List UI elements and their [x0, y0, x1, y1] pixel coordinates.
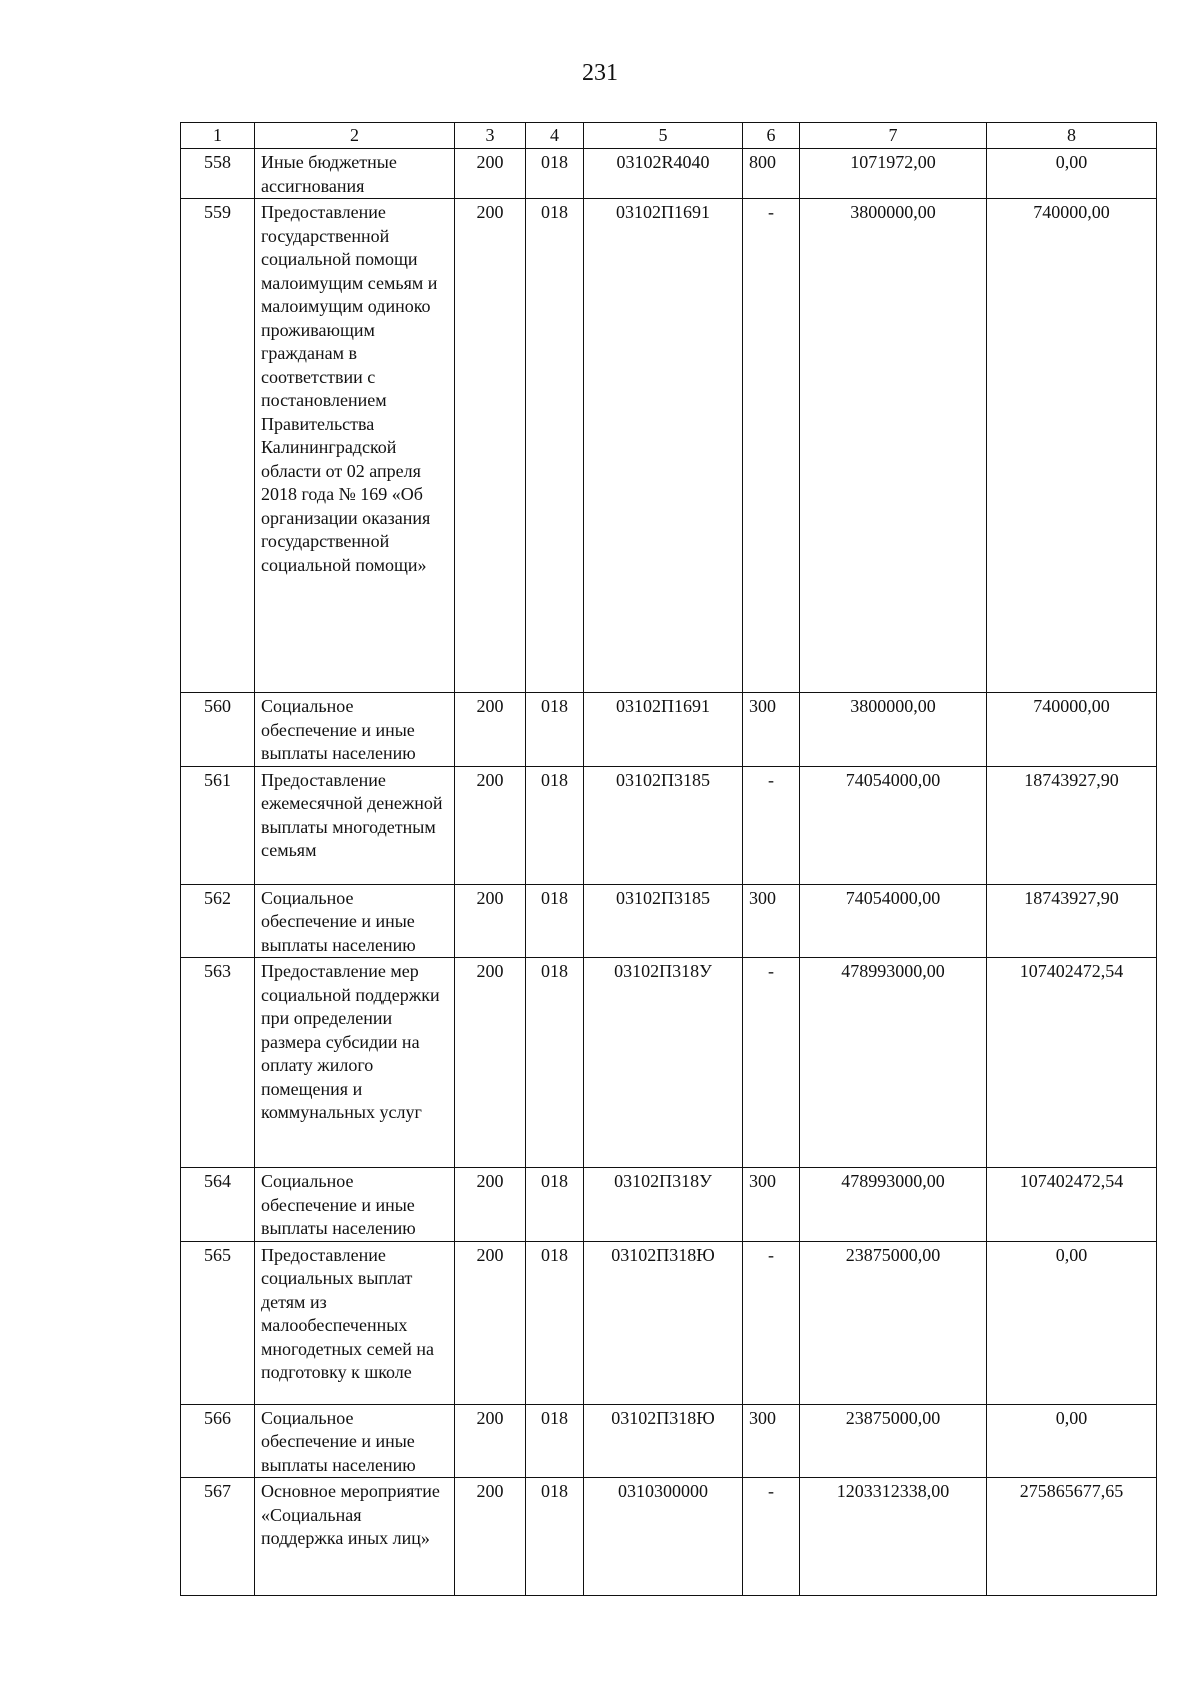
row-col3: 200 — [455, 149, 526, 199]
row-amount2: 0,00 — [987, 1241, 1157, 1404]
row-col6: 300 — [743, 1404, 800, 1478]
row-name: Социальное обеспечение и иные выплаты населению — [255, 1404, 455, 1478]
row-amount: 1203312338,00 — [800, 1478, 987, 1596]
row-code: 03102П318У — [584, 1168, 743, 1242]
row-col6: 800 — [743, 149, 800, 199]
row-name: Предоставление социальных выплат детям из малообеспеченных многодетных семей на подготовку к школе — [255, 1241, 455, 1404]
row-col4: 018 — [526, 1241, 584, 1404]
row-col6: - — [743, 1241, 800, 1404]
row-col3: 200 — [455, 958, 526, 1168]
row-amount: 23875000,00 — [800, 1404, 987, 1478]
header-col-3: 3 — [455, 123, 526, 149]
table-body — [181, 149, 1157, 1596]
row-col3: 200 — [455, 693, 526, 767]
row-col3: 200 — [455, 1478, 526, 1596]
row-col6: 300 — [743, 884, 800, 958]
row-col6: - — [743, 1478, 800, 1596]
row-col6: - — [743, 958, 800, 1168]
row-amount: 3800000,00 — [800, 199, 987, 693]
row-col4: 018 — [526, 1478, 584, 1596]
row-col4: 018 — [526, 766, 584, 884]
row-col6: - — [743, 199, 800, 693]
table-row — [181, 693, 1157, 767]
row-code: 03102П3185 — [584, 884, 743, 958]
row-col6: 300 — [743, 1168, 800, 1242]
row-col4: 018 — [526, 693, 584, 767]
table-row — [181, 1478, 1157, 1596]
row-col3: 200 — [455, 1404, 526, 1478]
table-row — [181, 958, 1157, 1168]
row-code: 03102П1691 — [584, 199, 743, 693]
row-col3: 200 — [455, 766, 526, 884]
row-number: 561 — [181, 766, 255, 884]
row-code: 03102R4040 — [584, 149, 743, 199]
row-amount: 478993000,00 — [800, 958, 987, 1168]
row-code: 03102П318У — [584, 958, 743, 1168]
table-row — [181, 1241, 1157, 1404]
row-col4: 018 — [526, 1404, 584, 1478]
row-col4: 018 — [526, 149, 584, 199]
row-amount: 74054000,00 — [800, 884, 987, 958]
row-amount2: 18743927,90 — [987, 884, 1157, 958]
row-col6: 300 — [743, 693, 800, 767]
row-code: 03102П1691 — [584, 693, 743, 767]
table-row — [181, 199, 1157, 693]
row-col4: 018 — [526, 958, 584, 1168]
row-amount: 23875000,00 — [800, 1241, 987, 1404]
row-col3: 200 — [455, 199, 526, 693]
row-amount2: 18743927,90 — [987, 766, 1157, 884]
table-row — [181, 1404, 1157, 1478]
row-number: 565 — [181, 1241, 255, 1404]
row-name: Основное мероприятие «Социальная поддержка иных лиц» — [255, 1478, 455, 1596]
row-col4: 018 — [526, 1168, 584, 1242]
row-name: Социальное обеспечение и иные выплаты населению — [255, 693, 455, 767]
row-number: 559 — [181, 199, 255, 693]
row-number: 563 — [181, 958, 255, 1168]
header-col-4: 4 — [526, 123, 584, 149]
row-name: Предоставление мер социальной поддержки при определении размера субсидии на оплату жилого помещения и коммунальных услуг — [255, 958, 455, 1168]
row-amount2: 275865677,65 — [987, 1478, 1157, 1596]
row-col3: 200 — [455, 1241, 526, 1404]
table-row — [181, 884, 1157, 958]
row-amount: 74054000,00 — [800, 766, 987, 884]
row-col3: 200 — [455, 1168, 526, 1242]
row-amount: 1071972,00 — [800, 149, 987, 199]
header-col-6: 6 — [743, 123, 800, 149]
row-number: 560 — [181, 693, 255, 767]
header-col-7: 7 — [800, 123, 987, 149]
header-row — [181, 123, 1157, 149]
row-amount2: 740000,00 — [987, 199, 1157, 693]
row-amount2: 740000,00 — [987, 693, 1157, 767]
row-number: 562 — [181, 884, 255, 958]
row-code: 03102П318Ю — [584, 1404, 743, 1478]
row-name: Предоставление государственной социальной помощи малоимущим семьям и малоимущим одиноко проживающим гражданам в соответствии с постановлением Правительства Калининградской области от 02 апреля 2018 года № 169 «Об организации оказания государственной социальной помощи» — [255, 199, 455, 693]
row-col4: 018 — [526, 884, 584, 958]
page-number: 231 — [582, 60, 618, 86]
row-name: Социальное обеспечение и иные выплаты населению — [255, 884, 455, 958]
header-col-1: 1 — [181, 123, 255, 149]
row-amount2: 107402472,54 — [987, 1168, 1157, 1242]
header-col-8: 8 — [987, 123, 1157, 149]
row-amount: 478993000,00 — [800, 1168, 987, 1242]
table-row — [181, 149, 1157, 199]
row-number: 564 — [181, 1168, 255, 1242]
row-number: 567 — [181, 1478, 255, 1596]
row-number: 566 — [181, 1404, 255, 1478]
table-header — [181, 123, 1157, 149]
row-name: Предоставление ежемесячной денежной выплаты многодетным семьям — [255, 766, 455, 884]
row-amount: 3800000,00 — [800, 693, 987, 767]
row-code: 03102П318Ю — [584, 1241, 743, 1404]
row-number: 558 — [181, 149, 255, 199]
header-col-5: 5 — [584, 123, 743, 149]
row-amount2: 0,00 — [987, 1404, 1157, 1478]
row-amount2: 0,00 — [987, 149, 1157, 199]
row-col6: - — [743, 766, 800, 884]
row-code: 0310300000 — [584, 1478, 743, 1596]
row-col3: 200 — [455, 884, 526, 958]
row-code: 03102П3185 — [584, 766, 743, 884]
row-col4: 018 — [526, 199, 584, 693]
header-col-2: 2 — [255, 123, 455, 149]
budget-table — [180, 122, 1157, 1596]
table-row — [181, 1168, 1157, 1242]
table-row — [181, 766, 1157, 884]
row-name: Социальное обеспечение и иные выплаты населению — [255, 1168, 455, 1242]
row-name: Иные бюджетные ассигнования — [255, 149, 455, 199]
row-amount2: 107402472,54 — [987, 958, 1157, 1168]
